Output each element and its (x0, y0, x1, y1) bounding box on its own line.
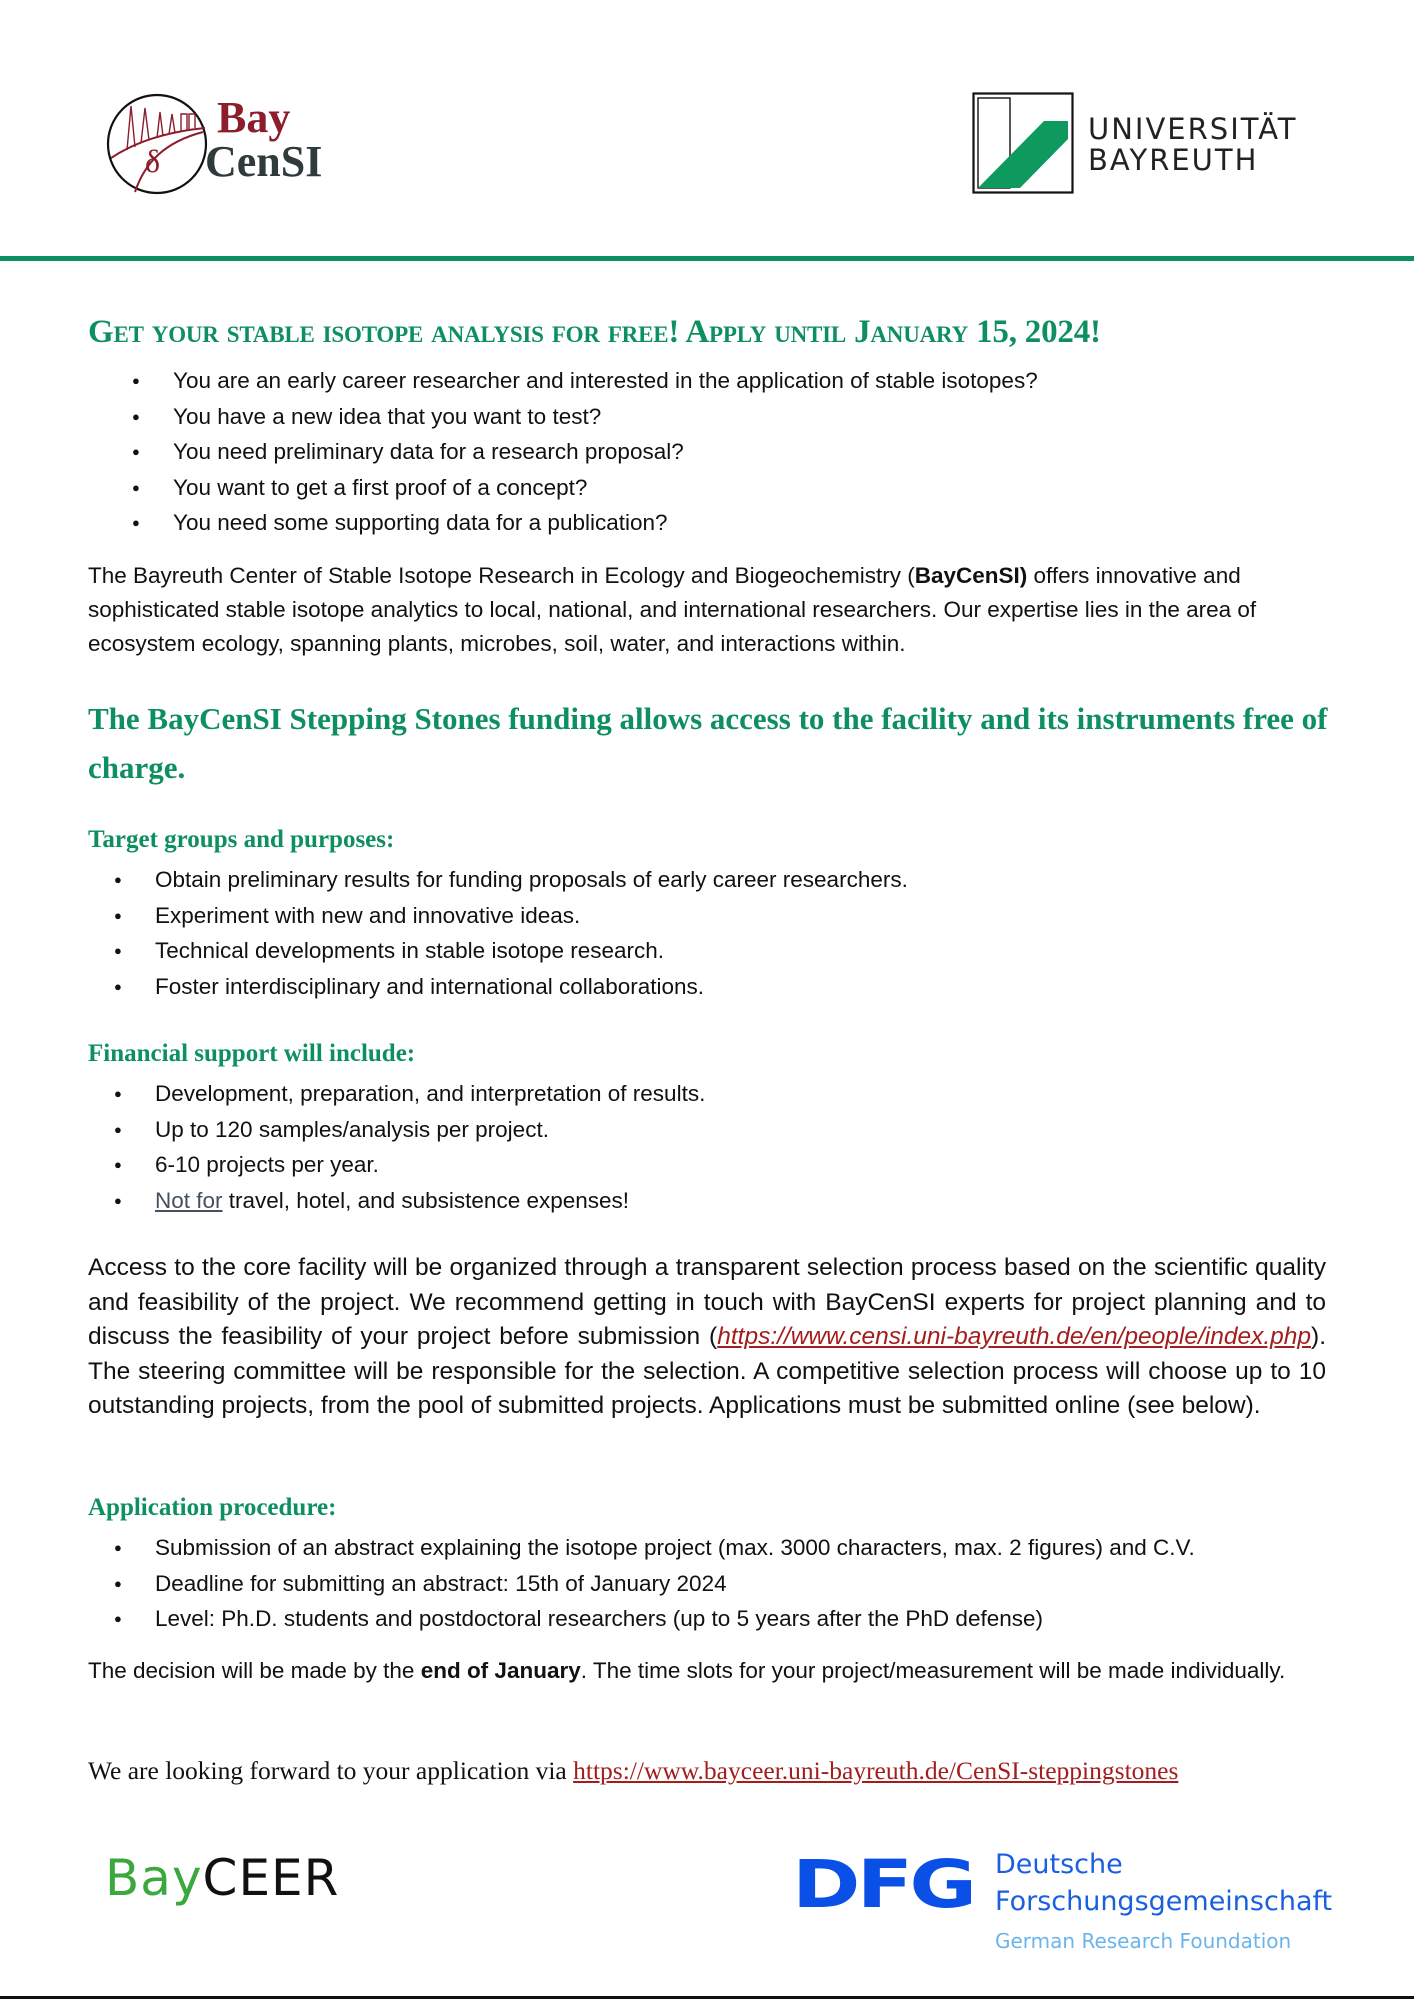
header-divider (0, 256, 1414, 261)
university-bayreuth-emblem-icon (972, 92, 1074, 194)
intro-text-rest: offers innovative and sophisticated stable isotope analytics to local, national, and international researchers. Our expertise lies in the area of ecosystem ecology, spanning plants, microbes, soil, water, and interactions within. (88, 563, 1257, 656)
decision-text-rest: . The time slots for your project/measurement will be made individually. (580, 1658, 1286, 1683)
intro-paragraph (88, 559, 1338, 661)
bottom-border (0, 1996, 1414, 1999)
list-item: ● Technical developments in stable isotope research. (155, 933, 908, 969)
intro-bold-baycensi: BayCenSI) (914, 563, 1028, 588)
baycensi-emblem-icon (105, 92, 209, 196)
not-for-rest: travel, hotel, and subsistence expenses! (222, 1187, 630, 1213)
university-bayreuth-logo (972, 92, 1312, 196)
university-bayreuth-wordmark (1088, 114, 1298, 176)
baycensi-logo-bay: Bay (217, 93, 291, 142)
list-item: ● You need preliminary data for a research proposal? (173, 434, 1038, 470)
list-item: ● Foster interdisciplinary and international collaborations. (155, 969, 908, 1005)
financial-support-heading: Financial support will include: (88, 1040, 416, 1067)
list-item: ● You have a new idea that you want to test? (173, 399, 1038, 435)
dfg-name-line1: Deutsche (995, 1849, 1123, 1880)
ubt-line2: BAYREUTH (1088, 143, 1259, 177)
baycensi-logo-censi: CenSI (205, 137, 323, 186)
access-text: Access to the core facility will be organized through a transparent selection process based on the scientific quality and feasibility of the project. We recommend getting in touch with BayCenSI experts for project planning and to discuss the feasibility of your project before submission ( (88, 1254, 1326, 1350)
not-for-emphasis: Not for (155, 1187, 223, 1213)
dfg-logo (792, 1846, 1332, 1966)
target-groups-heading: Target groups and purposes: (88, 826, 395, 853)
financial-support-list (155, 1076, 705, 1218)
closing-line (88, 1756, 1178, 1786)
access-paragraph (88, 1251, 1326, 1424)
list-item: ● You need some supporting data for a publication? (173, 505, 1038, 541)
application-procedure-heading: Application procedure: (88, 1494, 337, 1521)
dfg-mark: DFG (792, 1846, 974, 1923)
list-item: ● 6-10 projects per year. (155, 1147, 705, 1183)
decision-paragraph (88, 1654, 1328, 1688)
censi-people-link[interactable]: https://www.censi.uni-bayreuth.de/en/people/index.php (717, 1323, 1312, 1350)
list-item (155, 1183, 705, 1219)
list-item: ● Experiment with new and innovative ideas. (155, 898, 908, 934)
bayceer-logo (105, 1849, 340, 1907)
closing-text: We are looking forward to your application via (88, 1756, 574, 1785)
dfg-subtitle: German Research Foundation (995, 1929, 1292, 1953)
dfg-name (995, 1846, 1332, 1920)
main-heading: Get your stable isotope analysis for free! Apply until January 15, 2024! (88, 314, 1101, 350)
list-item: ● Up to 120 samples/analysis per project. (155, 1112, 705, 1148)
list-item: ● Submission of an abstract explaining the isotope project (max. 3000 characters, max. 2 figures) and C.V. (155, 1530, 1195, 1566)
intro-questions-list (173, 363, 1038, 541)
dfg-name-line2: Forschungsgemeinschaft (995, 1886, 1333, 1917)
list-item: ● Level: Ph.D. students and postdoctoral researchers (up to 5 years after the PhD defense) (155, 1601, 1195, 1637)
access-text-rest: ). The steering committee will be responsible for the selection. A competitive selection process will choose up to 10 outstanding projects, from the pool of submitted projects. Applications must be submitted online (see below). (88, 1323, 1326, 1419)
intro-text: The Bayreuth Center of Stable Isotope Research in Ecology and Biogeochemistry ( (88, 563, 915, 588)
target-groups-list (155, 862, 908, 1004)
decision-text: The decision will be made by the (88, 1658, 421, 1683)
svg-text:δ: δ (145, 143, 161, 179)
application-procedure-list (155, 1530, 1195, 1637)
bayceer-logo-green: Bay (105, 1849, 203, 1907)
decision-bold-date: end of January (420, 1658, 581, 1683)
application-link[interactable]: https://www.bayceer.uni-bayreuth.de/CenSI-steppingstones (573, 1756, 1179, 1785)
ubt-line1: UNIVERSITÄT (1088, 112, 1298, 146)
list-item: ● Deadline for submitting an abstract: 15th of January 2024 (155, 1566, 1195, 1602)
bayceer-logo-black: CEER (202, 1849, 340, 1907)
list-item: ● You are an early career researcher and interested in the application of stable isotopes? (173, 363, 1038, 399)
list-item: ● Development, preparation, and interpretation of results. (155, 1076, 705, 1112)
baycensi-logo (105, 90, 335, 200)
list-item: ● Obtain preliminary results for funding proposals of early career researchers. (155, 862, 908, 898)
list-item: ● You want to get a first proof of a concept? (173, 470, 1038, 506)
funding-statement: The BayCenSI Stepping Stones funding allows access to the facility and its instruments free of charge. (88, 701, 1328, 785)
